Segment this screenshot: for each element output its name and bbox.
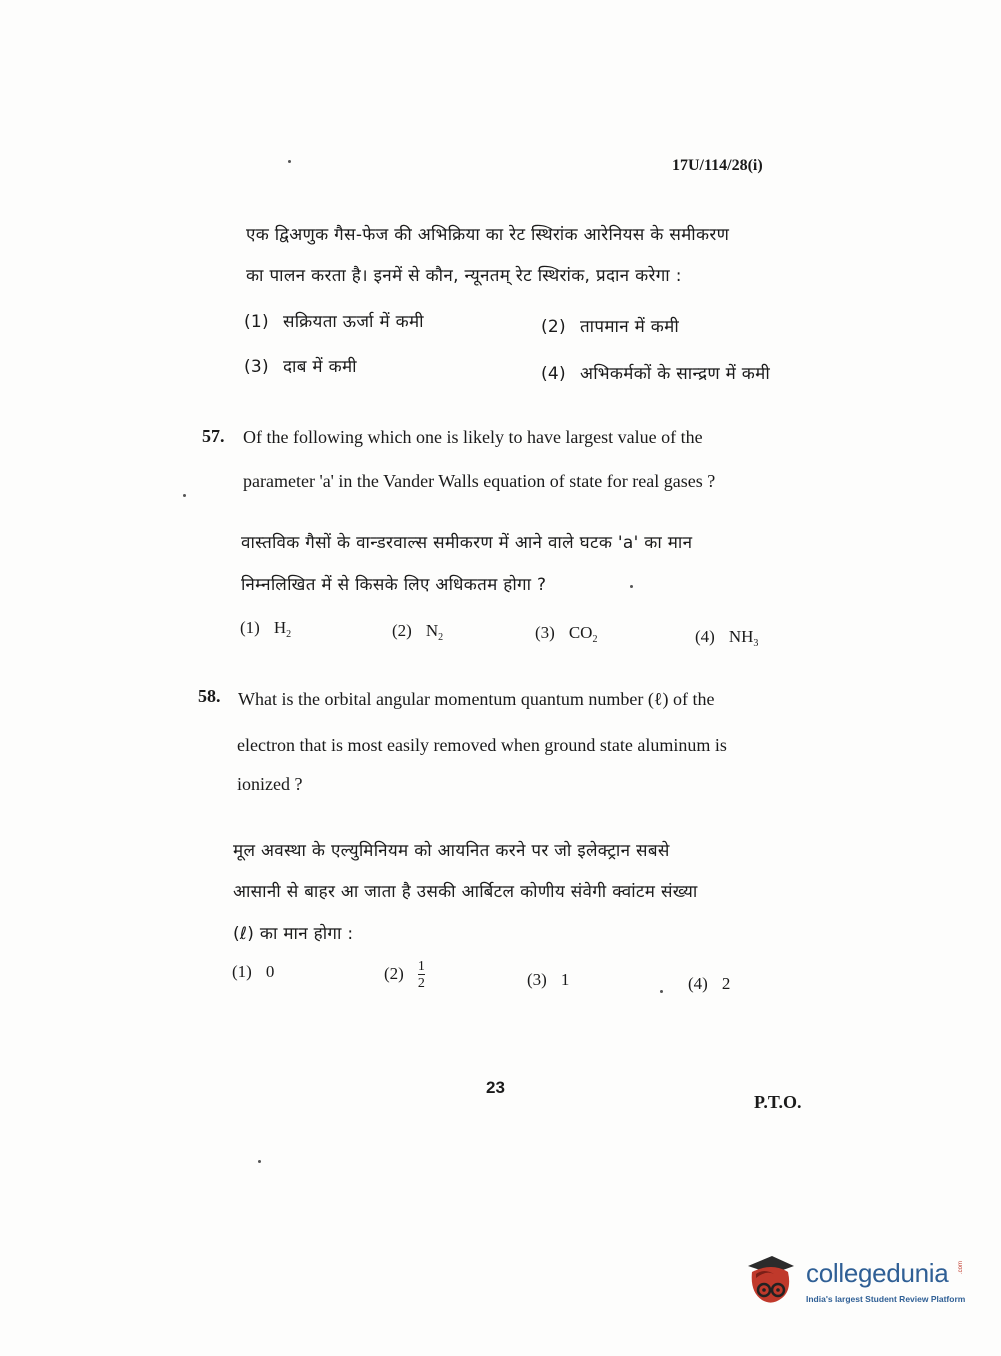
option-text: तापमान में कमी — [579, 317, 680, 337]
q56-hindi-line-2: का पालन करता है। इनमें से कौन, न्यूनतम् रेट स्थिरांक, प्रदान करेगा : — [246, 266, 682, 286]
q57-hindi-line-2: निम्नलिखित में से किसके लिए अधिकतम होगा ? — [241, 575, 547, 595]
collegedunia-mascot-icon — [742, 1252, 800, 1310]
option-subscript: 3 — [753, 638, 759, 649]
q58-hindi-line-3: (ℓ) का मान होगा : — [233, 924, 354, 944]
option-text: अभिकर्मकों के सान्द्रण में कमी — [579, 364, 771, 384]
scan-speck — [288, 160, 291, 163]
option-formula: CO — [568, 623, 593, 642]
scan-speck — [660, 990, 663, 993]
collegedunia-watermark — [742, 1252, 972, 1312]
fraction-numerator: 1 — [417, 959, 425, 975]
q56-option-3 — [244, 354, 357, 377]
option-number: (3) — [527, 970, 547, 989]
option-subscript: 2 — [286, 629, 292, 640]
q56-hindi-line-1: एक द्विअणुक गैस-फेज की अभिक्रिया का रेट स्थिरांक आरेनियस के समीकरण — [246, 225, 730, 245]
q58-english-line-1: What is the orbital angular momentum quantum number (ℓ) of the — [238, 689, 715, 709]
brand-name: collegedunia — [806, 1258, 949, 1288]
brand-tagline: India's largest Student Review Platform — [806, 1294, 966, 1304]
option-number: (1) — [244, 312, 269, 332]
option-text: 1 — [560, 970, 570, 989]
q58-option-2 — [384, 956, 425, 991]
q56-option-1 — [244, 309, 424, 332]
option-formula: N — [425, 621, 439, 640]
q58-english-line-3: ionized ? — [237, 774, 303, 794]
q58-number: 58. — [198, 686, 221, 706]
brand-suffix: .com — [958, 1260, 964, 1274]
option-number: (4) — [688, 974, 708, 993]
option-formula: H — [273, 618, 287, 637]
option-number: (2) — [392, 621, 412, 640]
q57-option-2 — [392, 621, 443, 643]
option-number: (2) — [541, 317, 566, 337]
option-text: सक्रियता ऊर्जा में कमी — [282, 312, 424, 332]
option-number: (3) — [244, 357, 269, 377]
scan-speck — [258, 1160, 261, 1163]
option-number: (4) — [695, 627, 715, 646]
q58-option-4 — [688, 974, 730, 994]
option-text: 0 — [265, 962, 275, 981]
q58-english-line-2: electron that is most easily removed when ground state aluminum is — [237, 735, 727, 755]
pto-label: P.T.O. — [754, 1092, 802, 1112]
scan-speck — [630, 585, 633, 588]
q58-option-1 — [232, 962, 274, 982]
q57-option-1 — [240, 618, 291, 640]
option-subscript: 2 — [438, 632, 444, 643]
option-text: दाब में कमी — [282, 357, 357, 377]
option-number: (1) — [232, 962, 252, 981]
option-number: (1) — [240, 618, 260, 637]
q58-hindi-line-1: मूल अवस्था के एल्युमिनियम को आयनित करने पर जो इलेक्ट्रान सबसे — [233, 841, 670, 861]
option-subscript: 2 — [592, 634, 598, 645]
option-number: (3) — [535, 623, 555, 642]
q58-option-3 — [527, 970, 569, 990]
scan-speck — [183, 494, 186, 497]
q57-hindi-line-1: वास्तविक गैसों के वान्डरवाल्स समीकरण में आने वाले घटक 'a' का मान — [241, 533, 693, 553]
fraction-denominator: 2 — [417, 976, 425, 992]
q57-number: 57. — [202, 426, 225, 446]
fraction — [418, 959, 425, 991]
page-number: 23 — [486, 1078, 505, 1097]
q58-hindi-line-2: आसानी से बाहर आ जाता है उसकी आर्बिटल कोणीय संवेगी क्वांटम संख्या — [233, 882, 698, 902]
option-number: (2) — [384, 964, 404, 983]
q57-english-line-1: Of the following which one is likely to have largest value of the — [243, 427, 703, 447]
q56-option-2 — [541, 314, 679, 337]
q56-option-4 — [541, 361, 770, 384]
q57-english-line-2: parameter 'a' in the Vander Walls equation of state for real gases ? — [243, 471, 716, 491]
q57-option-4 — [695, 627, 758, 649]
paper-code: 17U/114/28(i) — [672, 157, 763, 174]
q57-option-3 — [535, 623, 597, 645]
option-text: 2 — [721, 974, 731, 993]
option-number: (4) — [541, 364, 566, 384]
option-formula: NH — [728, 627, 754, 646]
